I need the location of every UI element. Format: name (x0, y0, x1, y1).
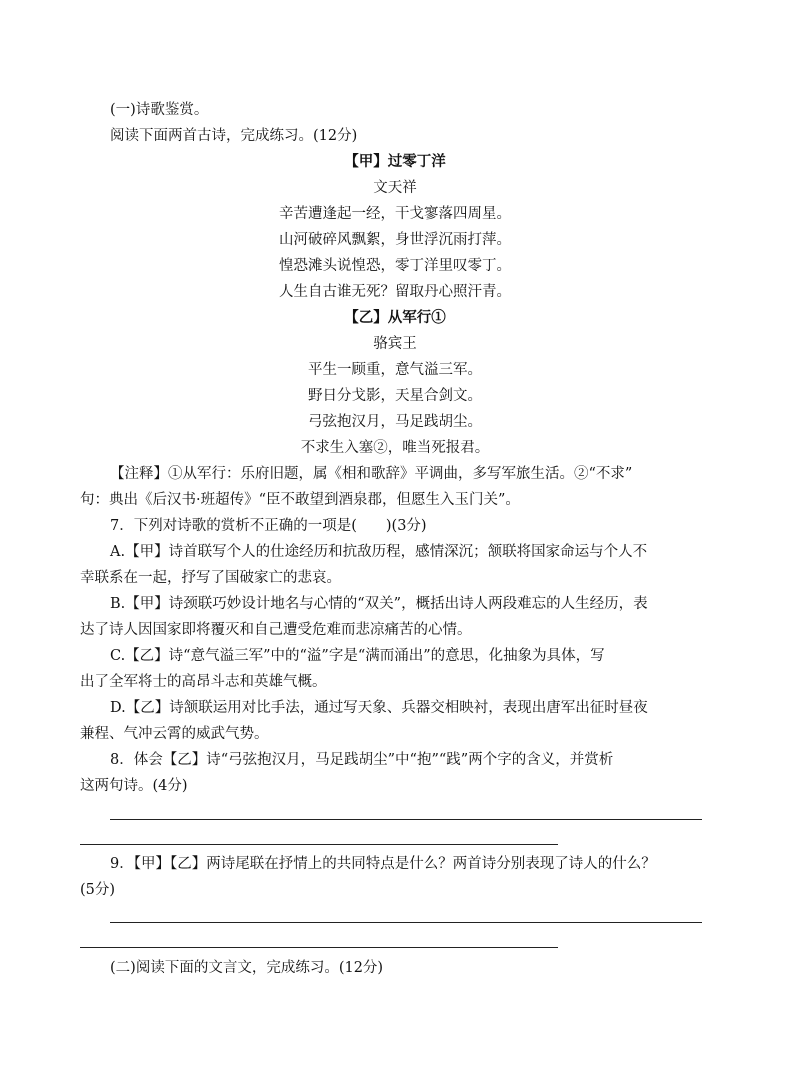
poem2-line: 平生一顾重，意气溢三军。 (308, 362, 482, 378)
poem2-line: 不求生入塞②，唯当死报君。 (300, 440, 490, 456)
q8-stem-cont: 这两句诗。(4分) (80, 778, 188, 794)
q7-stem: 7．下列对诗歌的赏析不正确的一项是( )(3分) (110, 518, 427, 534)
q8-answer-line[interactable] (80, 844, 558, 845)
q7-option-c: C.【乙】诗“意气溢三军”中的“溢”字是“满而涌出”的意思，化抽象为具体，写 (110, 648, 605, 664)
poem1-author: 文天祥 (373, 180, 417, 196)
poem2-line: 弓弦抱汉月，马足践胡尘。 (308, 414, 482, 430)
q8-stem: 8．体会【乙】诗“弓弦抱汉月，马足践胡尘”中“抱”“践”两个字的含义，并赏析 (110, 752, 614, 768)
notes-line: 句：典出《后汉书·班超传》“臣不敢望到酒泉郡，但愿生入玉门关”。 (80, 492, 520, 508)
poem1-line: 惶恐滩头说惶恐，零丁洋里叹零丁。 (279, 258, 511, 274)
poem1-line: 人生自古谁无死？留取丹心照汗青。 (279, 284, 511, 300)
q9-stem: 9．【甲】【乙】两诗尾联在抒情上的共同特点是什么？两首诗分别表现了诗人的什么？ (110, 856, 656, 872)
poem1-line: 山河破碎风飘絮，身世浮沉雨打萍。 (279, 232, 511, 248)
q7-option-b-cont: 达了诗人因国家即将覆灭和自己遭受危难而悲凉痛苦的心情。 (80, 622, 472, 638)
poem1-line: 辛苦遭逢起一经，干戈寥落四周星。 (279, 206, 511, 222)
section1-heading: (一)诗歌鉴赏。 (110, 102, 209, 118)
q9-answer-line[interactable] (80, 947, 558, 948)
q9-stem-cont: (5分) (80, 882, 116, 898)
q7-option-d: D.【乙】诗颔联运用对比手法，通过写天象、兵器交相映衬，表现出唐军出征时昼夜 (110, 700, 648, 716)
q7-option-a: A.【甲】诗首联写个人的仕途经历和抗敌历程，感情深沉；颔联将国家命运与个人不 (110, 544, 648, 560)
q7-option-b: B.【甲】诗颈联巧妙设计地名与心情的“双关”，概括出诗人两段难忘的人生经历，表 (110, 596, 648, 612)
section2-heading: (二)阅读下面的文言文，完成练习。(12分) (110, 960, 384, 976)
poem2-author: 骆宾王 (373, 336, 417, 352)
q8-answer-line[interactable] (110, 819, 702, 820)
q9-answer-line[interactable] (110, 922, 702, 923)
notes-line: 【注释】①从军行：乐府旧题，属《相和歌辞》平调曲，多写军旅生活。②“不求” (110, 466, 633, 482)
poem1-title: 【甲】过零丁洋 (344, 153, 446, 170)
poem2-title: 【乙】从军行① (344, 309, 446, 326)
q7-option-d-cont: 兼程、气冲云霄的威武气势。 (80, 726, 269, 742)
section1-instruction: 阅读下面两首古诗，完成练习。(12分) (110, 128, 358, 144)
q7-option-a-cont: 幸联系在一起，抒写了国破家亡的悲哀。 (80, 570, 341, 586)
q7-option-c-cont: 出了全军将士的高昂斗志和英雄气概。 (80, 674, 327, 690)
poem2-line: 野日分戈影，天星合剑文。 (308, 388, 482, 404)
